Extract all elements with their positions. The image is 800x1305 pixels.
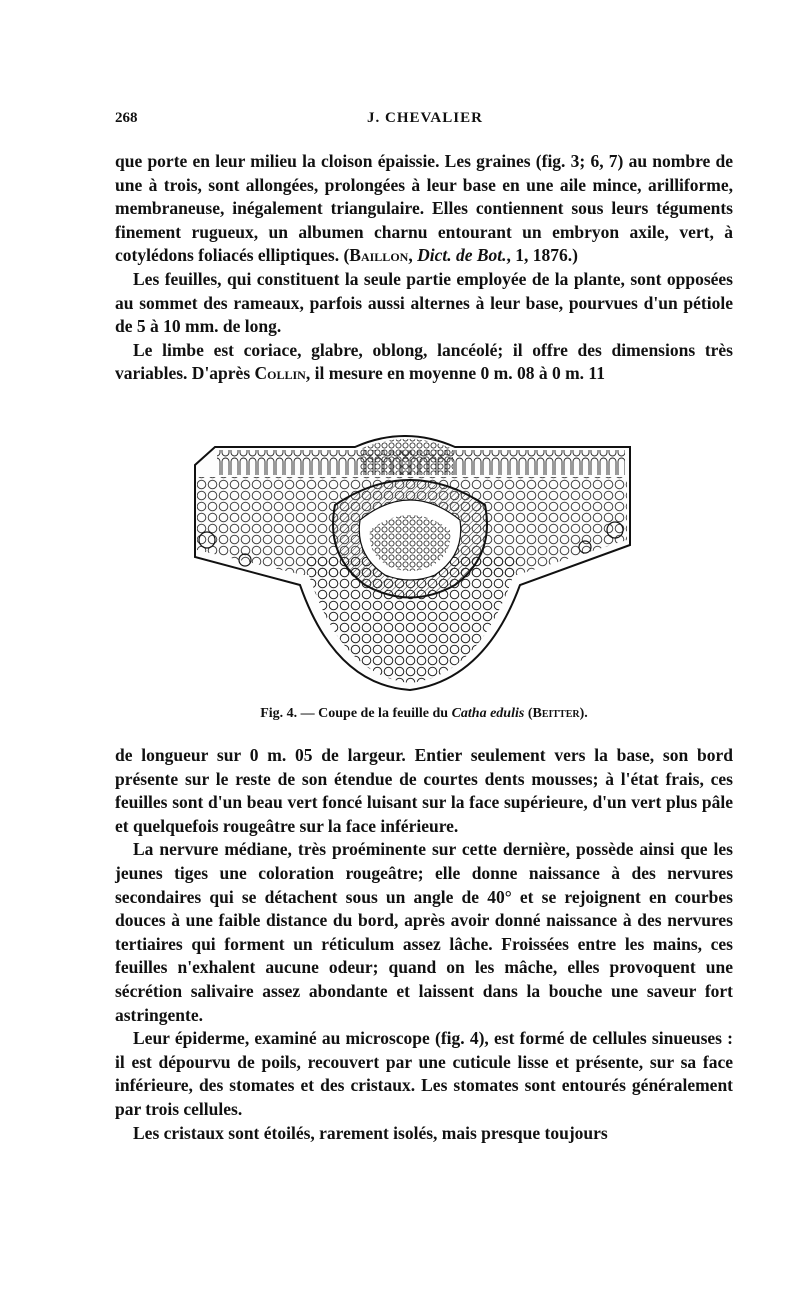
author-name: Baillon xyxy=(349,245,409,266)
leaf-cross-section-illustration xyxy=(185,435,640,700)
figure-caption: Fig. 4. — Coupe de la feuille du Catha edulis (Beitter). xyxy=(260,706,588,721)
paragraph-dimensions: de longueur sur 0 m. 05 de largeur. Entier seulement vers la base, son bord présente sur le reste de son étendue de courtes dents mousses; à l'état frais, ces feuilles sont d'un beau vert foncé luisant sur la face supérieure, d'un vert plus pâle et quelquefois rougeâtre sur la face inférieure. xyxy=(115,745,733,836)
species-name: Catha edulis xyxy=(451,706,525,721)
paragraph-crystals: Les cristaux sont étoilés, rarement isolés, mais presque toujours xyxy=(133,1122,608,1143)
author-name: Collin xyxy=(254,363,306,384)
author-name: Beitter xyxy=(532,706,580,721)
text-block-bottom xyxy=(115,744,733,1145)
figure-label: Fig. 4. — xyxy=(260,706,319,721)
paragraph-midrib: La nervure médiane, très proéminente sur cette dernière, possède ainsi que les jeunes tiges une coloration rougeâtre; elle donne naissance à des nervures secondaires qui se détachent sous un angle de 40° et se rejoignent en courbes douces à une faible distance du bord, après avoir donné naissance à des nervures tertiaires qui forment un réticulum assez lâche. Froissées entre les mains, ces feuilles n'exhalent aucune odeur; quand on les mâche, elles provoquent une sécrétion salivaire assez abondante et laissent dans la bouche une saveur fort astringente. xyxy=(115,839,733,1025)
text-block-top xyxy=(115,150,733,386)
page-number: 268 xyxy=(115,110,138,126)
paragraph-seeds: que porte en leur milieu la cloison épaissie. Les graines (fig. 3; 6, 7) au nombre de une à trois, sont allongées, prolongées à leur base en une aile mince, arilliforme, membraneuse, inégalement triangulaire. Elles contiennent sous leurs téguments finement rugueux, un albumen charnu entourant un embryon axile, vert, à cotylédons foliacés elliptiques. (Baillon, Dict. de Bot., 1, 1876.) xyxy=(115,151,733,266)
paragraph-limb: Le limbe est coriace, glabre, oblong, lancéolé; il offre des dimensions très variables. D'après Collin, il mesure en moyenne 0 m. 08 à 0 m. 11 xyxy=(115,339,733,384)
paragraph-leaves: Les feuilles, qui constituent la seule partie employée de la plante, sont opposées au sommet des rameaux, parfois aussi alternes à leur base, pourvues d'un pétiole de 5 à 10 mm. de long. xyxy=(115,268,733,337)
page-header xyxy=(115,110,735,134)
paragraph-epidermis: Leur épiderme, examiné au microscope (fig. 4), est formé de cellules sinueuses : il est dépourvu de poils, recouvert par une cuticule lisse et présente, sur sa face inférieure, des stomates et des cristaux. Les stomates sont entourés généralement par trois cellules. xyxy=(115,1028,733,1119)
work-title: Dict. de Bot. xyxy=(417,245,507,266)
running-title: J. CHEVALIER xyxy=(367,110,483,126)
